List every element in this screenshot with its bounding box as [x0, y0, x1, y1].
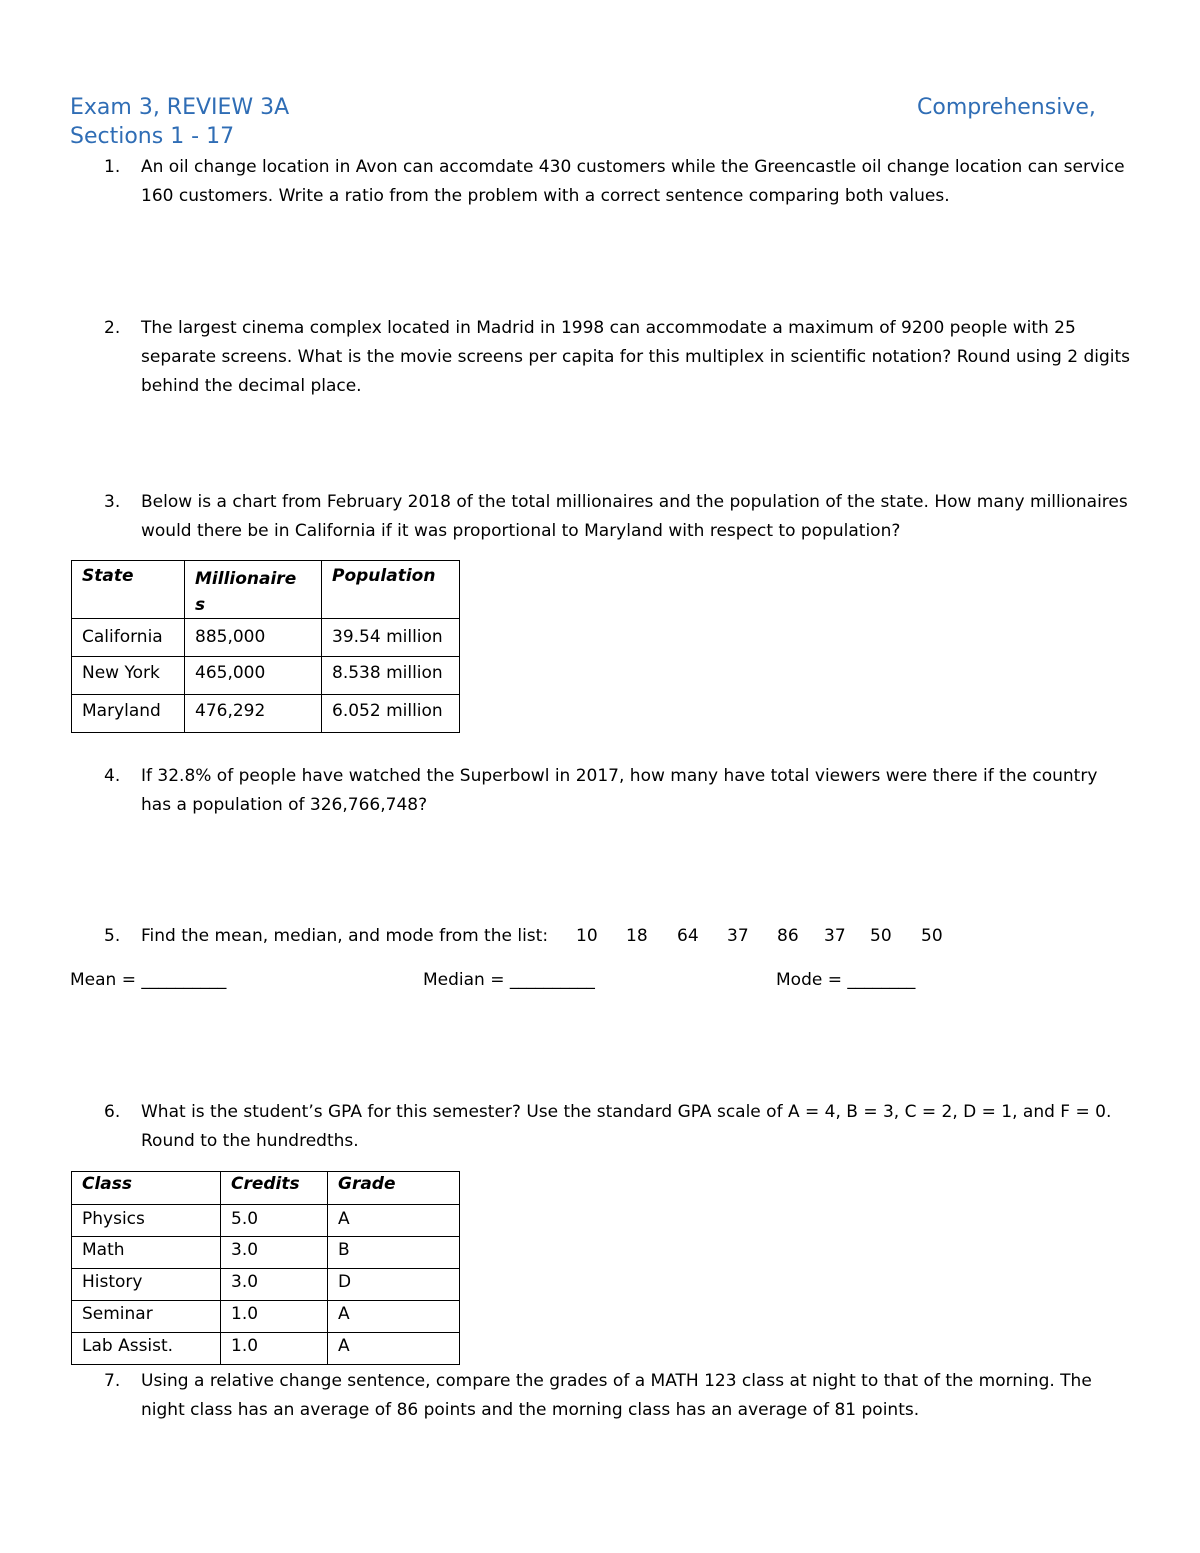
- number-list-item: 50: [921, 926, 943, 946]
- exam-subtitle: Sections 1 - 17: [70, 124, 235, 149]
- median-answer-blank[interactable]: Median = __________: [423, 970, 595, 990]
- number-list-item: 50: [870, 926, 892, 946]
- table-cell: 6.052 million: [322, 695, 460, 733]
- table-cell: 885,000: [185, 619, 322, 657]
- table-cell: A: [328, 1301, 460, 1333]
- table-header-cell: Class: [72, 1172, 221, 1205]
- table-row: [72, 1205, 460, 1237]
- table-cell: 1.0: [221, 1301, 328, 1333]
- table-row: [72, 619, 460, 657]
- table-cell: Seminar: [72, 1301, 221, 1333]
- table-cell: Lab Assist.: [72, 1333, 221, 1365]
- exam-title-right: Comprehensive,: [917, 95, 1096, 120]
- mean-answer-blank[interactable]: Mean = __________: [70, 970, 227, 990]
- table-header-cell: State: [72, 561, 185, 619]
- question-text: Find the mean, median, and mode from the list:: [141, 926, 549, 946]
- question-number: 6.: [104, 1102, 121, 1122]
- question-number: 5.: [104, 926, 121, 946]
- table-header-cell: Population: [322, 561, 460, 619]
- exam-title: Exam 3, REVIEW 3A: [70, 95, 290, 120]
- table-header-cell: Credits: [221, 1172, 328, 1205]
- table-cell: A: [328, 1205, 460, 1237]
- table-cell: 5.0: [221, 1205, 328, 1237]
- table-cell: 3.0: [221, 1237, 328, 1269]
- table-cell: 3.0: [221, 1269, 328, 1301]
- table-row: [72, 695, 460, 733]
- table-row: [72, 1301, 460, 1333]
- question-text: If 32.8% of people have watched the Superbowl in 2017, how many have total viewers were there if the country has a population of 326,766,748?: [141, 766, 1098, 815]
- question-text: The largest cinema complex located in Madrid in 1998 can accommodate a maximum of 9200 people with 25 separate screens. What is the movie screens per capita for this multiplex in scientific notation? Round using 2 digits behind the decimal place.: [141, 318, 1131, 396]
- question-number: 2.: [104, 318, 121, 338]
- table-cell: 1.0: [221, 1333, 328, 1365]
- number-list-item: 10: [576, 926, 598, 946]
- table-cell: D: [328, 1269, 460, 1301]
- question-text: Using a relative change sentence, compare the grades of a MATH 123 class at night to that of the morning. The night class has an average of 86 points and the morning class has an average of 81 points.: [141, 1371, 1092, 1420]
- number-list-item: 86: [777, 926, 799, 946]
- table-row: [72, 657, 460, 695]
- number-list-item: 37: [824, 926, 846, 946]
- mode-answer-blank[interactable]: Mode = ________: [776, 970, 916, 990]
- table-cell: Math: [72, 1237, 221, 1269]
- table-header-row: [72, 1172, 460, 1205]
- table-row: [72, 1237, 460, 1269]
- table-cell: 465,000: [185, 657, 322, 695]
- gpa-table: [71, 1171, 460, 1365]
- table-cell: Physics: [72, 1205, 221, 1237]
- table-cell: California: [72, 619, 185, 657]
- table-header-row: [72, 561, 460, 619]
- table-cell: History: [72, 1269, 221, 1301]
- question-number: 3.: [104, 492, 121, 512]
- table-cell: 476,292: [185, 695, 322, 733]
- question-number: 1.: [104, 157, 121, 177]
- table-cell: 8.538 million: [322, 657, 460, 695]
- number-list-item: 37: [727, 926, 749, 946]
- table-row: [72, 1333, 460, 1365]
- number-list-item: 18: [626, 926, 648, 946]
- table-header-cell: Grade: [328, 1172, 460, 1205]
- table-cell: B: [328, 1237, 460, 1269]
- question-text: An oil change location in Avon can accomdate 430 customers while the Greencastle oil change location can service 160 customers. Write a ratio from the problem with a correct sentence comparing both values.: [141, 157, 1125, 206]
- question-text: What is the student’s GPA for this semester? Use the standard GPA scale of A = 4, B = 3, C = 2, D = 1, and F = 0. Round to the hundredths.: [141, 1102, 1112, 1151]
- table-cell: 39.54 million: [322, 619, 460, 657]
- table-cell: A: [328, 1333, 460, 1365]
- table-cell: Maryland: [72, 695, 185, 733]
- table-cell: New York: [72, 657, 185, 695]
- question-number: 7.: [104, 1371, 121, 1391]
- table-header-cell: Millionaire s: [185, 561, 322, 619]
- question-number: 4.: [104, 766, 121, 786]
- table-row: [72, 1269, 460, 1301]
- number-list-item: 64: [677, 926, 699, 946]
- question-text: Below is a chart from February 2018 of the total millionaires and the population of the state. How many millionaires would there be in California if it was proportional to Maryland with respect to population?: [141, 492, 1128, 541]
- millionaires-table: [71, 560, 460, 733]
